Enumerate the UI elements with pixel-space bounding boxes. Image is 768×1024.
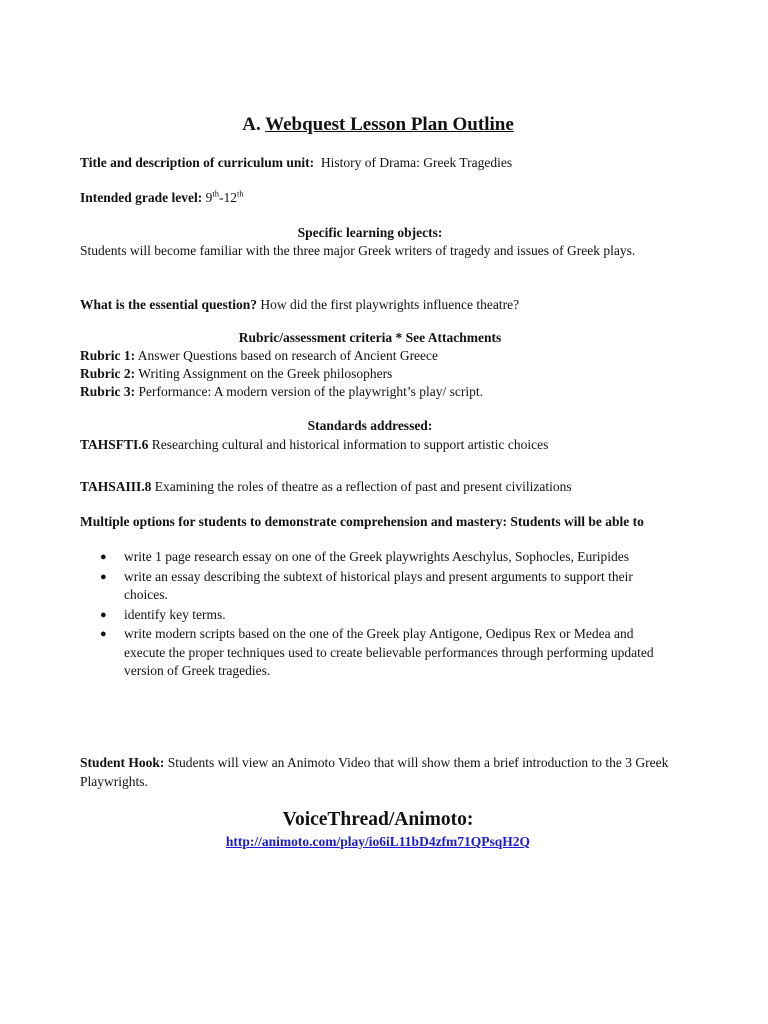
title-prefix: A. — [242, 114, 266, 135]
bullet-icon: ● — [100, 570, 107, 583]
grade-dash: -12 — [219, 190, 237, 205]
list-item — [80, 606, 676, 625]
rubric-text: Performance: A modern version of the playwright’s play/ script. — [138, 384, 484, 399]
grade-line — [80, 189, 244, 207]
hook-label: Student Hook: — [80, 755, 165, 770]
hook-text: Students will view an Animoto Video that will show them a brief introduction to the 3 Greek Playwrights. — [80, 755, 669, 789]
list-item — [80, 625, 676, 681]
rubric-label: Rubric 1: — [80, 348, 136, 363]
rubric-heading: Rubric/assessment criteria * See Attachments — [238, 330, 502, 345]
title-main: Webquest Lesson Plan Outline — [265, 114, 514, 135]
options-heading: Multiple options for students to demonstrate comprehension and mastery: Students will be able to — [80, 514, 644, 529]
grade-label: Intended grade level: — [80, 190, 203, 205]
animoto-link[interactable]: http://animoto.com/play/io6iL11bD4zfm71QPsqH2Q — [225, 834, 531, 849]
essential-line — [80, 296, 519, 314]
rubric-text: Answer Questions based on research of Ancient Greece — [137, 348, 439, 363]
voicethread-heading: VoiceThread/Animoto: — [282, 809, 474, 830]
bullet-icon: ● — [100, 608, 107, 621]
rubric-text: Writing Assignment on the Greek philosophers — [138, 366, 393, 381]
curriculum-line — [80, 154, 512, 172]
bullet-icon: ● — [100, 551, 107, 563]
essential-value: How did the first playwrights influence theatre? — [260, 297, 520, 312]
curriculum-value: History of Drama: Greek Tragedies — [320, 155, 513, 170]
list-item — [80, 548, 676, 567]
rubric-label: Rubric 3: — [80, 384, 136, 399]
option-text: write an essay describing the subtext of historical plays and present arguments to support their choices. — [124, 568, 633, 602]
objects-text: Students will become familiar with the three major Greek writers of tragedy and issues of Greek plays. — [80, 243, 636, 258]
student-hook — [80, 754, 676, 791]
standard-row — [80, 478, 572, 496]
rubric-label: Rubric 2: — [80, 366, 136, 381]
option-text: write modern scripts based on the one of the Greek play Antigone, Oedipus Rex or Medea and execute the proper techniques used to create believable performances through performing updated version of Greek tragedies. — [124, 626, 654, 678]
page-title — [0, 114, 756, 136]
objects-heading: Specific learning objects: — [297, 225, 443, 240]
list-item — [80, 568, 676, 605]
rubric-row — [80, 365, 392, 383]
essential-label: What is the essential question? — [80, 297, 258, 312]
grade-end-sup: th — [237, 188, 244, 199]
standard-text: Researching cultural and historical information to support artistic choices — [151, 437, 549, 452]
option-text: write 1 page research essay on one of the Greek playwrights Aeschylus, Sophocles, Euripides — [124, 549, 629, 564]
grade-start-sup: th — [212, 188, 219, 199]
option-text: identify key terms. — [124, 606, 226, 622]
rubric-row — [80, 383, 483, 401]
standards-heading: Standards addressed: — [307, 418, 433, 433]
standard-row — [80, 436, 548, 454]
curriculum-label: Title and description of curriculum unit: — [80, 155, 315, 170]
standard-code: TAHSAIII.8 — [80, 479, 152, 494]
standard-text: Examining the roles of theatre as a reflection of past and present civilizations — [154, 479, 572, 494]
grade-start: 9 — [205, 190, 213, 205]
standard-code: TAHSFTI.6 — [80, 437, 149, 452]
bullet-icon: ● — [100, 628, 107, 640]
rubric-row — [80, 347, 438, 365]
options-list — [80, 548, 676, 682]
